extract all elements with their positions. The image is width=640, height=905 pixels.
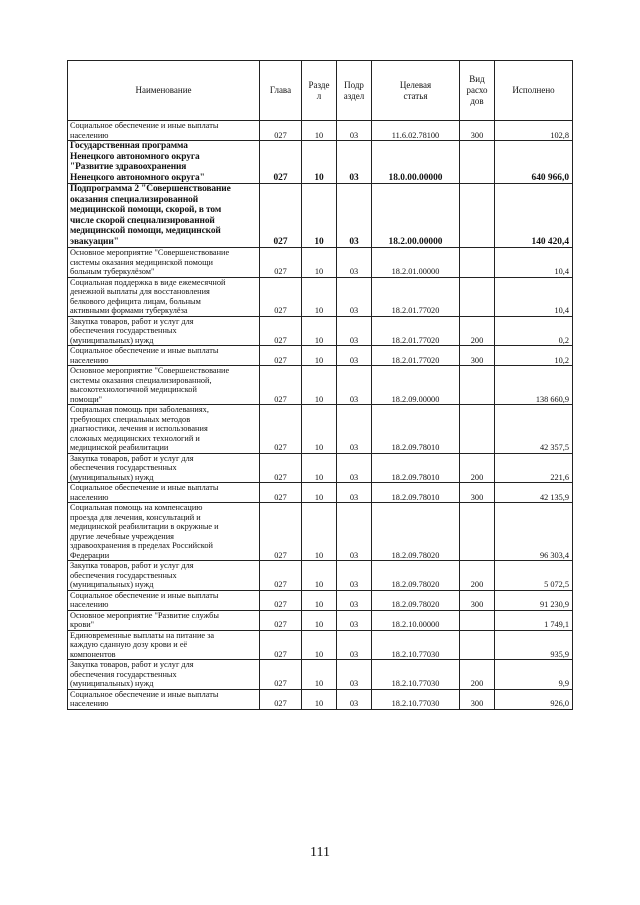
row-expense-type [460, 277, 495, 316]
row-expense-type [460, 610, 495, 630]
row-target: 18.2.01.77020 [372, 277, 460, 316]
row-expense-type: 200 [460, 561, 495, 591]
row-chapter: 027 [260, 248, 302, 278]
row-chapter: 027 [260, 453, 302, 483]
row-subsection: 03 [337, 561, 372, 591]
row-executed: 42 357,5 [495, 405, 573, 454]
row-name: Социальное обеспечение и иные выплаты населению [68, 590, 260, 610]
row-executed: 96 303,4 [495, 503, 573, 561]
row-chapter: 027 [260, 630, 302, 660]
row-chapter: 027 [260, 366, 302, 405]
row-expense-type [460, 184, 495, 248]
row-name: Социальная помощь на компенсацию проезда для лечения, консультаций и медицинской реабилитации в окружные и другие лечебные учреждения здравоохранения в пределах Российской Федерации [68, 503, 260, 561]
row-subsection: 03 [337, 610, 372, 630]
row-chapter: 027 [260, 689, 302, 709]
row-name: Основное мероприятие "Развитие службы крови" [68, 610, 260, 630]
row-section: 10 [302, 483, 337, 503]
row-name: Социальное обеспечение и иные выплаты населению [68, 689, 260, 709]
row-target: 18.2.09.78010 [372, 483, 460, 503]
row-name: Социальное обеспечение и иные выплаты населению [68, 121, 260, 141]
row-target: 18.2.09.78020 [372, 590, 460, 610]
row-section: 10 [302, 503, 337, 561]
row-subsection: 03 [337, 630, 372, 660]
row-section: 10 [302, 453, 337, 483]
row-subsection: 03 [337, 141, 372, 184]
row-subsection: 03 [337, 483, 372, 503]
row-subsection: 03 [337, 503, 372, 561]
row-expense-type: 300 [460, 346, 495, 366]
row-name: Основное мероприятие "Совершенствование системы оказания специализированной, высокотехнологичной медицинской помощи" [68, 366, 260, 405]
row-chapter: 027 [260, 503, 302, 561]
row-subsection: 03 [337, 689, 372, 709]
row-expense-type: 300 [460, 483, 495, 503]
row-section: 10 [302, 610, 337, 630]
row-chapter: 027 [260, 590, 302, 610]
header-section: Разде л [302, 61, 337, 121]
row-section: 10 [302, 366, 337, 405]
row-name: Государственная программа Ненецкого автономного округа "Развитие здравоохранения Ненецкого автономного округа" [68, 141, 260, 184]
row-executed: 10,4 [495, 248, 573, 278]
row-section: 10 [302, 405, 337, 454]
row-name: Закупка товаров, работ и услуг для обеспечения государственных (муниципальных) нужд [68, 316, 260, 346]
row-name: Закупка товаров, работ и услуг для обеспечения государственных (муниципальных) нужд [68, 660, 260, 690]
row-name: Социальная помощь при заболеваниях, требующих специальных методов диагностики, лечения и использования сложных медицинских технологий и медицинской реабилитации [68, 405, 260, 454]
row-expense-type: 300 [460, 590, 495, 610]
row-subsection: 03 [337, 316, 372, 346]
row-expense-type: 200 [460, 316, 495, 346]
table-row [68, 689, 573, 709]
row-expense-type [460, 141, 495, 184]
row-target: 18.2.09.00000 [372, 366, 460, 405]
header-executed: Исполнено [495, 61, 573, 121]
row-expense-type: 300 [460, 121, 495, 141]
row-chapter: 027 [260, 141, 302, 184]
row-executed: 42 135,9 [495, 483, 573, 503]
budget-table [67, 60, 573, 710]
row-chapter: 027 [260, 483, 302, 503]
row-executed: 640 966,0 [495, 141, 573, 184]
table-body [68, 121, 573, 710]
row-section: 10 [302, 316, 337, 346]
row-chapter: 027 [260, 660, 302, 690]
row-section: 10 [302, 248, 337, 278]
table-row [68, 660, 573, 690]
row-executed: 140 420,4 [495, 184, 573, 248]
row-section: 10 [302, 590, 337, 610]
table-row [68, 561, 573, 591]
row-executed: 10,4 [495, 277, 573, 316]
row-executed: 9,9 [495, 660, 573, 690]
row-target: 18.2.10.77030 [372, 660, 460, 690]
table-row [68, 346, 573, 366]
table-row [68, 453, 573, 483]
table-row [68, 184, 573, 248]
row-target: 11.6.02.78100 [372, 121, 460, 141]
row-executed: 221,6 [495, 453, 573, 483]
row-target: 18.0.00.00000 [372, 141, 460, 184]
row-section: 10 [302, 561, 337, 591]
row-subsection: 03 [337, 184, 372, 248]
table-row [68, 248, 573, 278]
row-section: 10 [302, 346, 337, 366]
row-target: 18.2.01.77020 [372, 346, 460, 366]
row-expense-type [460, 248, 495, 278]
row-expense-type: 300 [460, 689, 495, 709]
row-chapter: 027 [260, 316, 302, 346]
row-chapter: 027 [260, 346, 302, 366]
row-executed: 1 749,1 [495, 610, 573, 630]
row-section: 10 [302, 184, 337, 248]
row-subsection: 03 [337, 346, 372, 366]
row-chapter: 027 [260, 405, 302, 454]
header-subsection: Подр аздел [337, 61, 372, 121]
row-target: 18.2.09.78020 [372, 503, 460, 561]
row-executed: 935,9 [495, 630, 573, 660]
row-chapter: 027 [260, 277, 302, 316]
row-target: 18.2.09.78010 [372, 453, 460, 483]
row-section: 10 [302, 277, 337, 316]
row-name: Социальная поддержка в виде ежемесячной денежной выплаты для восстановления белкового дефицита лицам, больным активными формами туберкулёза [68, 277, 260, 316]
row-subsection: 03 [337, 277, 372, 316]
row-section: 10 [302, 660, 337, 690]
row-target: 18.2.10.77030 [372, 630, 460, 660]
table-row [68, 141, 573, 184]
row-name: Подпрограмма 2 "Совершенствование оказания специализированной медицинской помощи, скорой, в том числе скорой специализированной медицинской помощи, медицинской эвакуации" [68, 184, 260, 248]
row-expense-type [460, 366, 495, 405]
row-executed: 5 072,5 [495, 561, 573, 591]
table-row [68, 590, 573, 610]
row-section: 10 [302, 121, 337, 141]
row-subsection: 03 [337, 248, 372, 278]
row-name: Социальное обеспечение и иные выплаты населению [68, 483, 260, 503]
row-expense-type [460, 630, 495, 660]
header-target: Целевая статья [372, 61, 460, 121]
row-section: 10 [302, 689, 337, 709]
row-expense-type: 200 [460, 453, 495, 483]
table-row [68, 630, 573, 660]
row-executed: 0,2 [495, 316, 573, 346]
row-target: 18.2.10.77030 [372, 689, 460, 709]
table-row [68, 610, 573, 630]
row-subsection: 03 [337, 590, 372, 610]
row-target: 18.2.01.00000 [372, 248, 460, 278]
row-executed: 138 660,9 [495, 366, 573, 405]
table-row [68, 316, 573, 346]
budget-table-container [67, 60, 572, 710]
table-row [68, 366, 573, 405]
row-subsection: 03 [337, 121, 372, 141]
row-chapter: 027 [260, 610, 302, 630]
row-name: Закупка товаров, работ и услуг для обеспечения государственных (муниципальных) нужд [68, 561, 260, 591]
row-expense-type [460, 405, 495, 454]
header-expense-type: Вид расхо дов [460, 61, 495, 121]
row-name: Основное мероприятие "Совершенствование системы оказания медицинской помощи больным туберкулёзом" [68, 248, 260, 278]
page-number: 111 [310, 845, 330, 860]
row-target: 18.2.09.78020 [372, 561, 460, 591]
row-executed: 91 230,9 [495, 590, 573, 610]
row-target: 18.2.09.78010 [372, 405, 460, 454]
row-subsection: 03 [337, 366, 372, 405]
table-row [68, 405, 573, 454]
table-row [68, 277, 573, 316]
row-expense-type [460, 503, 495, 561]
row-name: Единовременные выплаты на питание за каждую сданную дозу крови и её компонентов [68, 630, 260, 660]
row-name: Закупка товаров, работ и услуг для обеспечения государственных (муниципальных) нужд [68, 453, 260, 483]
row-executed: 926,0 [495, 689, 573, 709]
row-subsection: 03 [337, 405, 372, 454]
row-executed: 10,2 [495, 346, 573, 366]
row-subsection: 03 [337, 660, 372, 690]
row-subsection: 03 [337, 453, 372, 483]
row-chapter: 027 [260, 561, 302, 591]
table-row [68, 503, 573, 561]
table-row [68, 483, 573, 503]
row-section: 10 [302, 630, 337, 660]
table-row [68, 121, 573, 141]
row-expense-type: 200 [460, 660, 495, 690]
row-target: 18.2.10.00000 [372, 610, 460, 630]
table-header-row [68, 61, 573, 121]
row-section: 10 [302, 141, 337, 184]
row-target: 18.2.01.77020 [372, 316, 460, 346]
header-name: Наименование [68, 61, 260, 121]
header-chapter: Глава [260, 61, 302, 121]
row-name: Социальное обеспечение и иные выплаты населению [68, 346, 260, 366]
row-target: 18.2.00.00000 [372, 184, 460, 248]
row-executed: 102,8 [495, 121, 573, 141]
row-chapter: 027 [260, 184, 302, 248]
row-chapter: 027 [260, 121, 302, 141]
